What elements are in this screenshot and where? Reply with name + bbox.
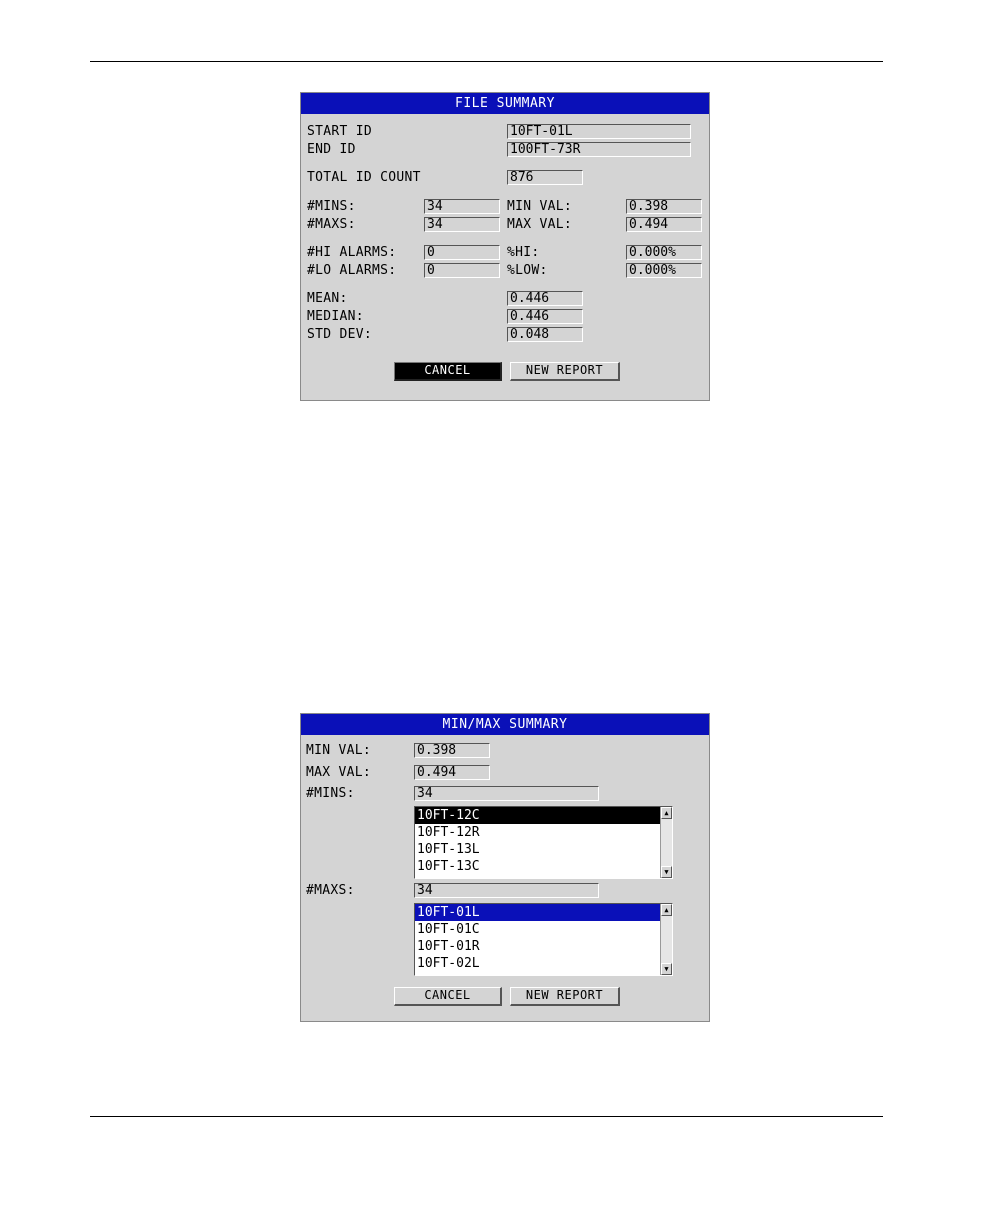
- minmax-new-report-button[interactable]: NEW REPORT: [510, 987, 620, 1006]
- file-summary-dialog: [300, 92, 710, 401]
- pct-low-field: 0.000%: [626, 263, 702, 278]
- maxs-id-list[interactable]: [414, 903, 673, 976]
- mm-mins-field: 34: [414, 786, 599, 801]
- mm-max-val-label: MAX VAL:: [306, 765, 372, 780]
- min-val-label: MIN VAL:: [507, 199, 573, 214]
- list-item[interactable]: 10FT-01R: [417, 939, 480, 954]
- list-item[interactable]: 10FT-02L: [417, 956, 480, 971]
- list-item[interactable]: 10FT-13C: [417, 859, 480, 874]
- list-item[interactable]: 10FT-13L: [417, 842, 480, 857]
- total-id-count-label: TOTAL ID COUNT: [307, 170, 421, 185]
- total-id-count-field: 876: [507, 170, 583, 185]
- start-id-field: 10FT-01L: [507, 124, 691, 139]
- pct-hi-field: 0.000%: [626, 245, 702, 260]
- mm-mins-label: #MINS:: [306, 786, 355, 801]
- lo-alarms-label: #LO ALARMS:: [307, 263, 397, 278]
- scroll-up-arrow-icon[interactable]: ▲: [661, 807, 672, 819]
- list-item[interactable]: 10FT-01L: [415, 904, 660, 921]
- mm-max-val-field: 0.494: [414, 765, 490, 780]
- hi-alarms-label: #HI ALARMS:: [307, 245, 397, 260]
- min-val-field: 0.398: [626, 199, 702, 214]
- scroll-down-arrow-icon[interactable]: ▼: [661, 866, 672, 878]
- maxs-field: 34: [424, 217, 500, 232]
- minmax-summary-dialog: [300, 713, 710, 1022]
- end-id-label: END ID: [307, 142, 356, 157]
- scroll-up-arrow-icon[interactable]: ▲: [661, 904, 672, 916]
- lo-alarms-field: 0: [424, 263, 500, 278]
- pct-hi-label: %HI:: [507, 245, 540, 260]
- median-label: MEDIAN:: [307, 309, 364, 324]
- file-summary-cancel-button[interactable]: CANCEL: [394, 362, 502, 381]
- mins-field: 34: [424, 199, 500, 214]
- list-item[interactable]: 10FT-12R: [417, 825, 480, 840]
- bottom-rule: [90, 1116, 883, 1117]
- end-id-field: 100FT-73R: [507, 142, 691, 157]
- max-val-field: 0.494: [626, 217, 702, 232]
- mins-id-items: [415, 807, 660, 875]
- start-id-label: START ID: [307, 124, 373, 139]
- file-summary-title: FILE SUMMARY: [301, 93, 709, 114]
- mins-id-list[interactable]: [414, 806, 673, 879]
- std-dev-field: 0.048: [507, 327, 583, 342]
- pct-low-label: %LOW:: [507, 263, 548, 278]
- list-item[interactable]: 10FT-01C: [417, 922, 480, 937]
- median-field: 0.446: [507, 309, 583, 324]
- maxs-id-items: [415, 904, 660, 972]
- mm-min-val-label: MIN VAL:: [306, 743, 372, 758]
- mins-label: #MINS:: [307, 199, 356, 214]
- scroll-down-arrow-icon[interactable]: ▼: [661, 963, 672, 975]
- maxs-label: #MAXS:: [307, 217, 356, 232]
- top-rule: [90, 61, 883, 62]
- file-summary-new-report-button[interactable]: NEW REPORT: [510, 362, 620, 381]
- list-item[interactable]: 10FT-12C: [415, 807, 660, 824]
- minmax-cancel-button[interactable]: CANCEL: [394, 987, 502, 1006]
- max-val-label: MAX VAL:: [507, 217, 573, 232]
- minmax-summary-title: MIN/MAX SUMMARY: [301, 714, 709, 735]
- std-dev-label: STD DEV:: [307, 327, 373, 342]
- mm-min-val-field: 0.398: [414, 743, 490, 758]
- mean-label: MEAN:: [307, 291, 348, 306]
- hi-alarms-field: 0: [424, 245, 500, 260]
- mm-maxs-field: 34: [414, 883, 599, 898]
- mean-field: 0.446: [507, 291, 583, 306]
- mm-maxs-label: #MAXS:: [306, 883, 355, 898]
- maxs-list-scrollbar[interactable]: [660, 904, 672, 975]
- mins-list-scrollbar[interactable]: [660, 807, 672, 878]
